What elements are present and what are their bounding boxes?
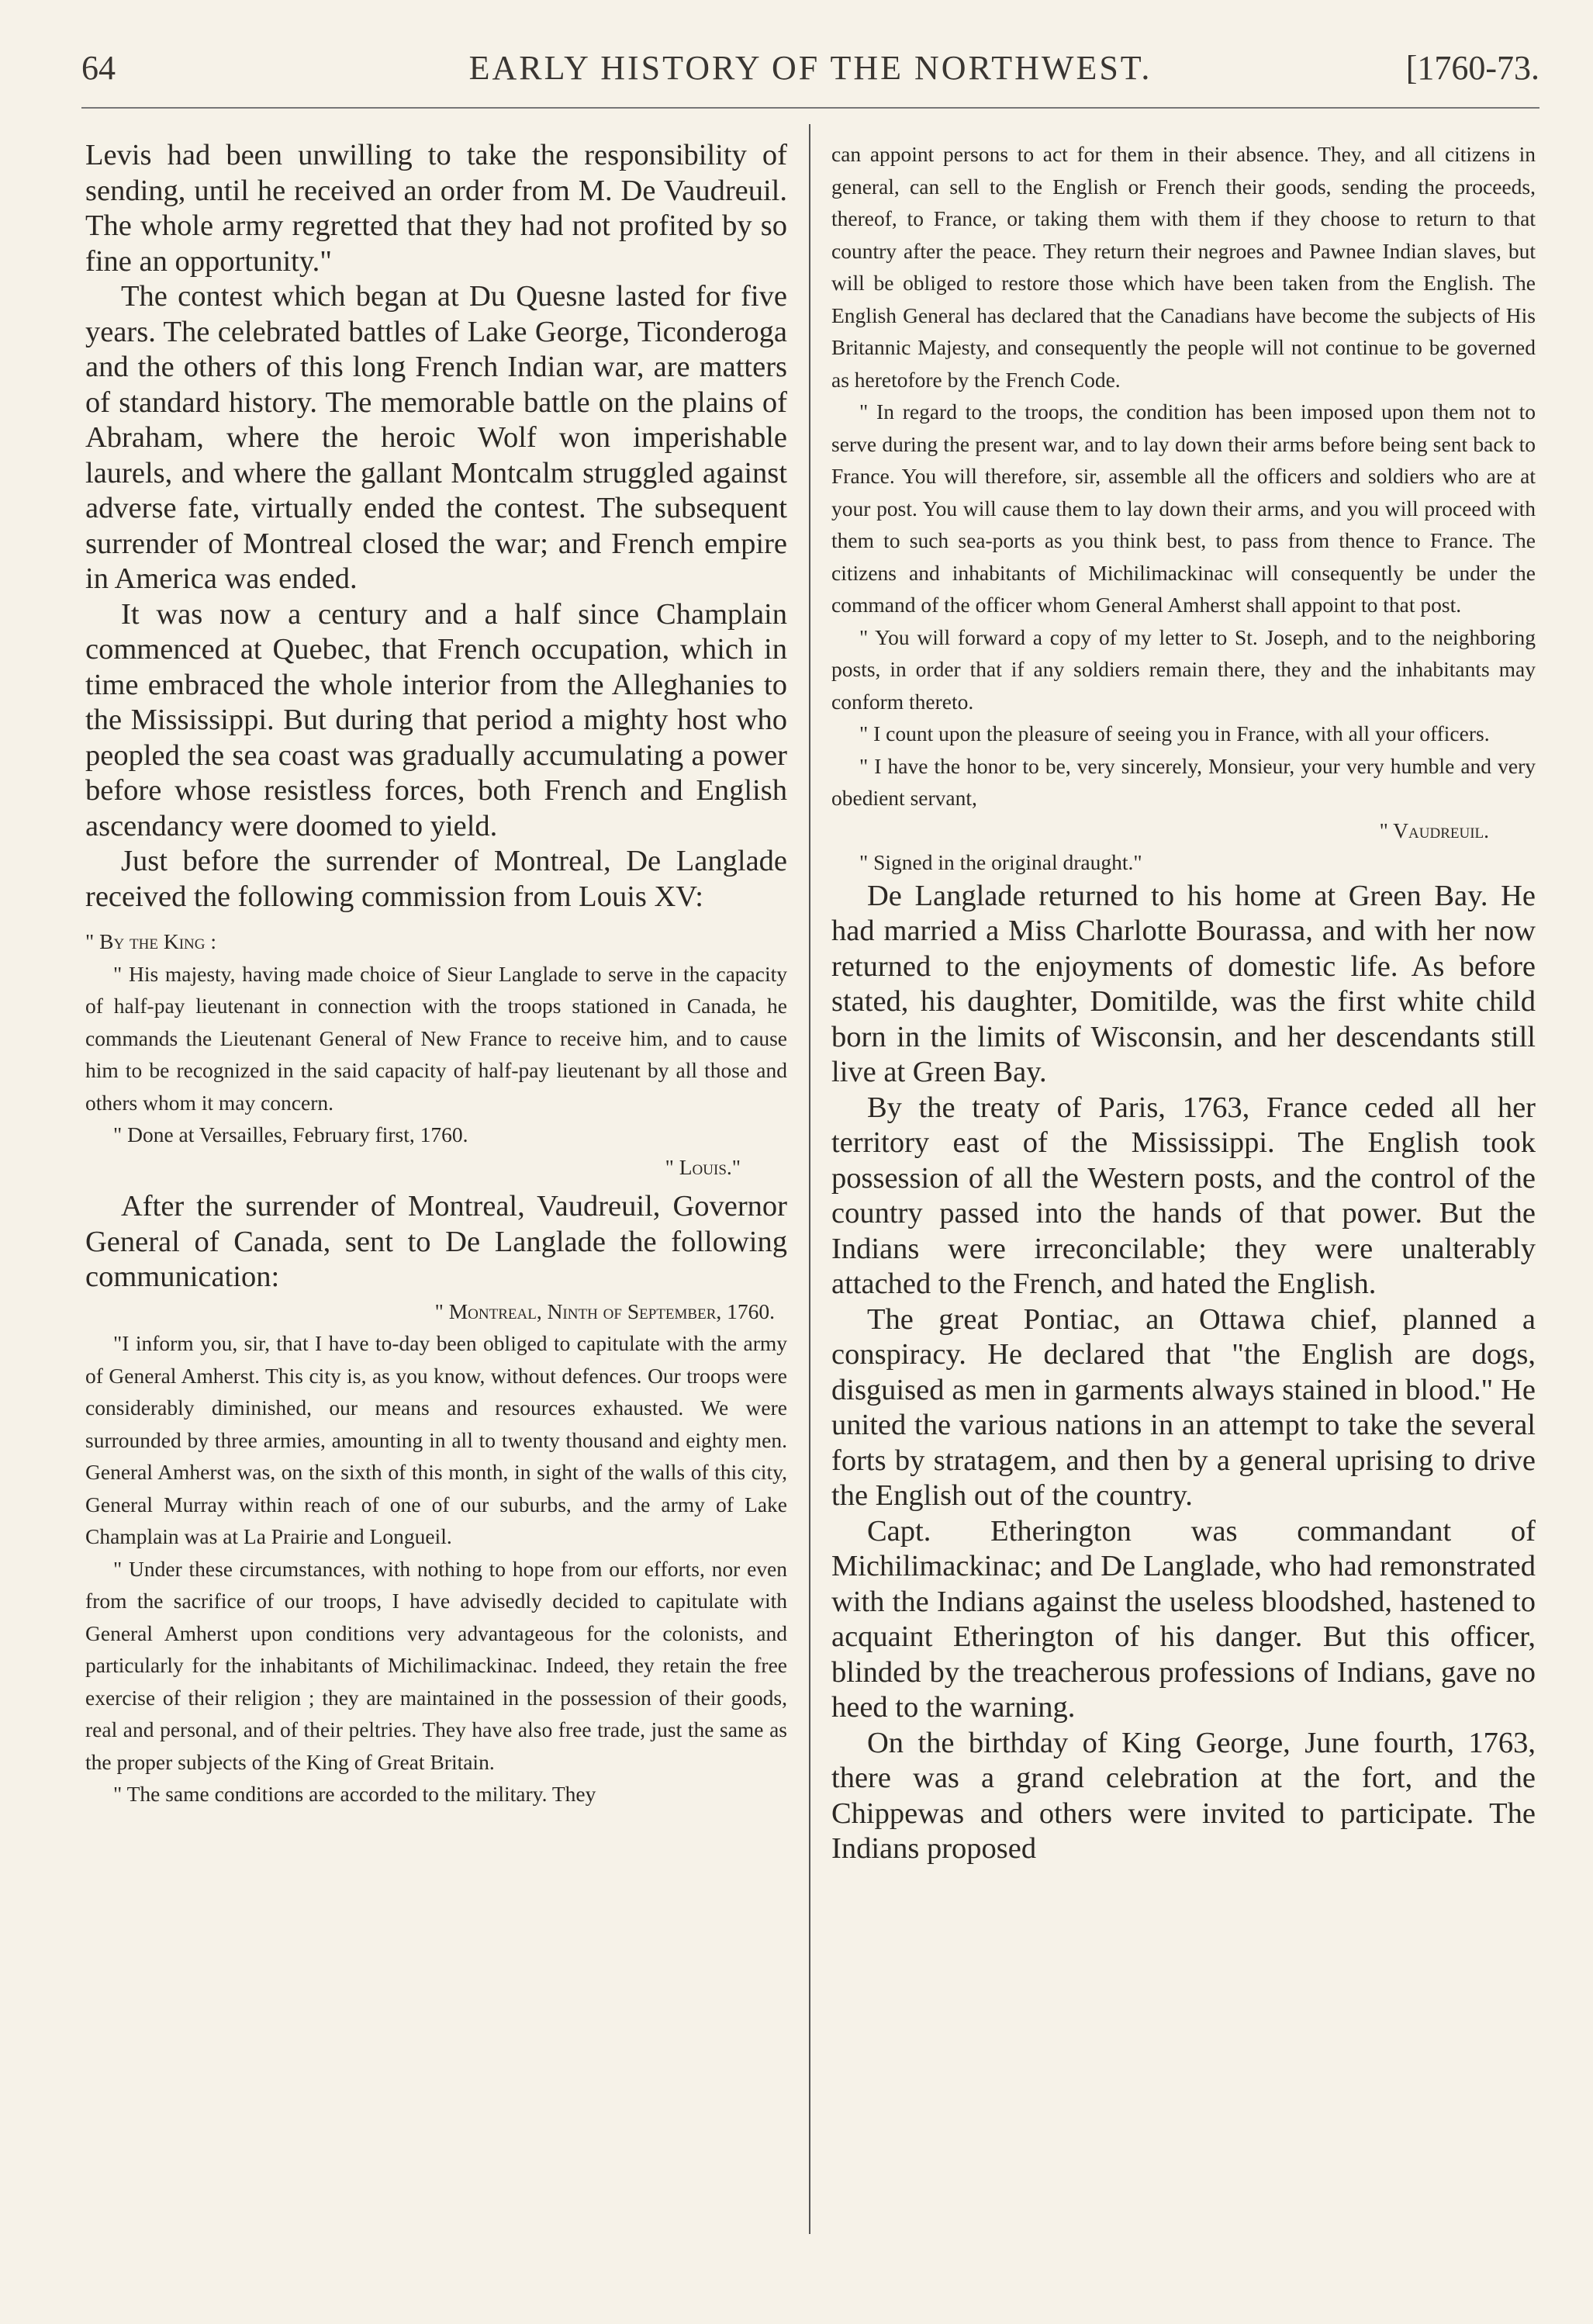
running-title: EARLY HISTORY OF THE NORTHWEST. [468, 49, 1152, 87]
commission-date: " Done at Versailles, February first, 1760. [113, 1122, 468, 1146]
letter-signature: " Vaudreuil. [1379, 818, 1489, 842]
letter-paragraph: " You will forward a copy of my letter to St. Joseph, and to the neighboring posts, in order that if any soldiers remain there, they and the inhabitants may conform thereto. [831, 624, 1536, 714]
page-number: 64 [81, 49, 116, 87]
letter-paragraph: " The same conditions are accorded to the military. They [113, 1782, 596, 1806]
paragraph: Levis had been unwilling to take the responsibility of sending, until he received an order from M. De Vaudreuil. The whole army regretted that they had not profited by so fine an opportunity." [85, 139, 787, 278]
letter-paragraph: " I count upon the pleasure of seeing you in France, with all your officers. [859, 721, 1490, 745]
letter-closing: " I have the honor to be, very sincerely, Monsieur, your very humble and very obedient servant, [831, 753, 1536, 810]
paragraph: The great Pontiac, an Ottawa chief, planned a conspiracy. He declared that "the English are dogs, disguised as men in garments always stained in blood." He united the various nations in an attempt to take the several forts by stratagem, and then by a general uprising to drive the English out of the country. [831, 1302, 1536, 1512]
running-header [81, 48, 1539, 95]
paragraph: De Langlade returned to his home at Green Bay. He had married a Miss Charlotte Bourassa, and with her now returned to the enjoyments of domestic life. As before stated, his daughter, Domitilde, was the first white child born in the limits of Wisconsin, and her descendants still live at Green Bay. [831, 879, 1536, 1088]
paragraph: Capt. Etherington was commandant of Michilimackinac; and De Langlade, who had remonstrated with the Indians against the useless bloodshed, hastened to acquaint Etherington of his danger. But this officer, blinded by the treacherous professions of Indians, gave no heed to the warning. [831, 1514, 1536, 1724]
paragraph: Just before the surrender of Montreal, De Langlade received the following commission from Louis XV: [85, 845, 787, 913]
paragraph: By the treaty of Paris, 1763, France ceded all her territory east of the Mississippi. The English took possession of all the Western posts, and the control of the country passed into the hands of that power. But the Indians were irreconcilable; they were unalterably attached to the French, and hated the English. [831, 1091, 1536, 1300]
left-column [85, 138, 787, 1810]
paragraph: On the birthday of King George, June fourth, 1763, there was a grand celebration at the fort, and the Chippewas and others were invited to participate. The Indians proposed [831, 1726, 1536, 1865]
commission-heading: " By the King : [85, 929, 216, 953]
column-divider [809, 124, 810, 2234]
commission-signature: " Louis." [665, 1154, 741, 1179]
paragraph: It was now a century and a half since Champlain commenced at Quebec, that French occupation, which in time embraced the whole interior from the Alleghanies to the Mississippi. But during that period a mighty host who peopled the sea coast was gradually accumulating a power before whose resistless forces, both French and English ascendancy were doomed to yield. [85, 597, 787, 842]
header-rule [81, 107, 1539, 109]
letter-dateline: " Montreal, Ninth of September, 1760. [434, 1299, 775, 1323]
right-column [831, 138, 1536, 1867]
year-range: [1760-73. [1405, 49, 1539, 87]
paragraph: After the surrender of Montreal, Vaudreuil, Governor General of Canada, sent to De Langlade the following communication: [85, 1190, 787, 1293]
letter-paragraph: can appoint persons to act for them in their absence. They, and all citizens in general, can sell to the English or French their goods, sending the proceeds, thereof, to France, or taking them with them if they choose to return to that country after the peace. They return their negroes and Pawnee Indian slaves, but will be obliged to restore those which have been taken from the English. The English General has declared that the Canadians have become the subjects of His Britannic Majesty, and consequently the people will not continue to be governed as heretofore by the French Code. [831, 142, 1536, 392]
paragraph: The contest which began at Du Quesne lasted for five years. The celebrated battles of Lake George, Ticonderoga and the others of this long French Indian war, are matters of standard history. The memorable battle on the plains of Abraham, where the heroic Wolf won imperishable laurels, and where the gallant Montcalm struggled against adverse fate, virtually ended the contest. The subsequent surrender of Montreal closed the war; and French empire in America was ended. [85, 280, 787, 595]
letter-paragraph: "I inform you, sir, that I have to-day been obliged to capitulate with the army of General Amherst. This city is, as you know, without defences. Our troops were considerably diminished, our means and resources exhausted. We were surrounded by three armies, amounting in all to twenty thousand and eighty men. General Amherst was, on the sixth of this month, in sight of the walls of this city, General Murray within reach of one of our suburbs, and the army of Lake Champlain was at La Prairie and Longueil. [85, 1331, 787, 1548]
letter-paragraph: " Under these circumstances, with nothing to hope from our efforts, nor even from the sacrifice of our troops, I have advisedly decided to capitulate with General Amherst upon conditions very advantageous for the colonists, and particularly for the inhabitants of Michilimackinac. Indeed, they retain the free exercise of their religion ; they are maintained in the possession of their goods, real and personal, and of their peltries. They have also free trade, just the same as the proper subjects of the King of Great Britain. [85, 1556, 787, 1774]
letter-note: " Signed in the original draught." [859, 850, 1142, 874]
letter-paragraph: " In regard to the troops, the condition has been imposed upon them not to serve during the present war, and to lay down their arms before being sent back to France. You will therefore, sir, assemble all the officers and soldiers who are at your post. You will cause them to lay down their arms, and you will proceed with them to such sea-ports as you think best, to pass from thence to France. The citizens and inhabitants of Michilimackinac will consequently be under the command of the officer whom General Amherst shall appoint to that post. [831, 399, 1536, 617]
commission-text: " His majesty, having made choice of Sieur Langlade to serve in the capacity of half-pay lieutenant in connection with the troops stationed in Canada, he commands the Lieutenant General of New France to receive him, and to cause him to be recognized in the said capacity of half-pay lieutenant by all those and others whom it may concern. [85, 961, 787, 1115]
